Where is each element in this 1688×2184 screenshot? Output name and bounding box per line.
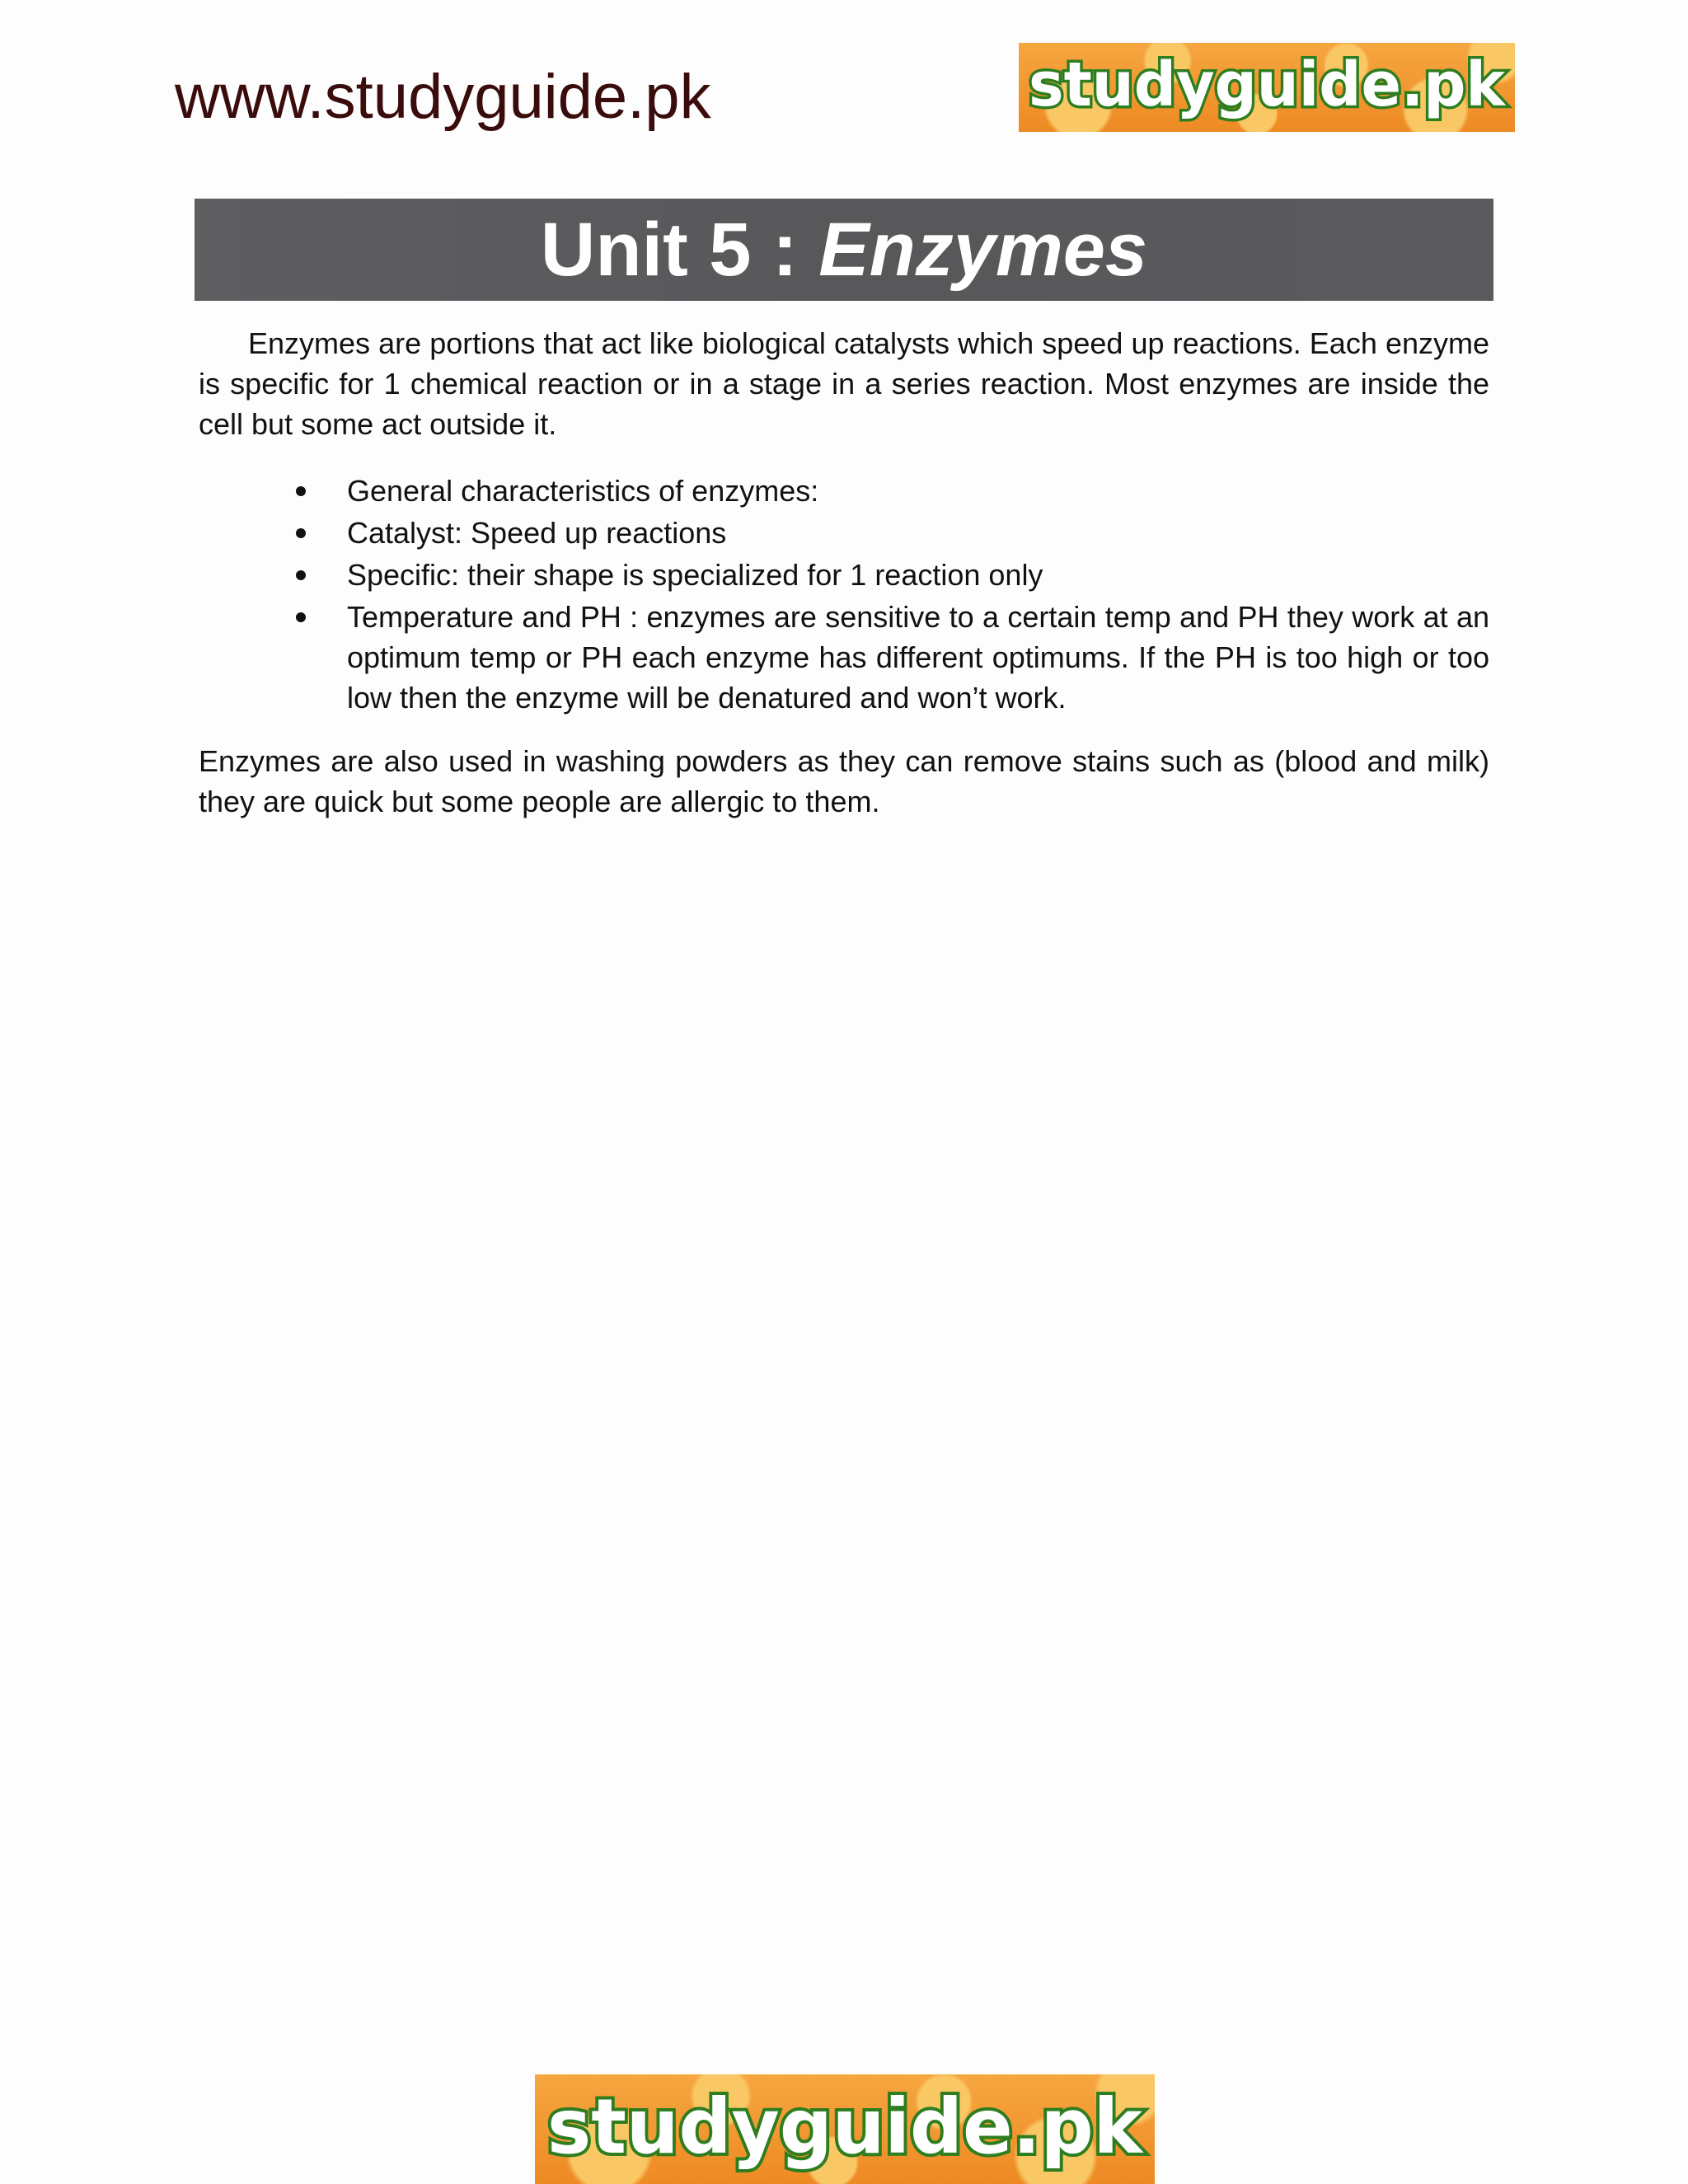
bullet-icon (296, 612, 306, 622)
list-item (347, 513, 1489, 553)
unit-title-prefix: Unit 5 : (540, 207, 819, 292)
unit-title-bar (195, 199, 1493, 301)
list-item-text: General characteristics of enzymes: (347, 474, 819, 508)
list-item (347, 597, 1489, 718)
studyguide-logo-top (1019, 43, 1515, 132)
characteristics-list (199, 471, 1489, 718)
intro-paragraph: Enzymes are portions that act like biological catalysts which speed up reactions. Each enzyme is specific for 1 chemical reaction or in a stage in a series reaction. Most enzymes are inside the cell but some act outside it. (199, 326, 1489, 441)
bullet-icon (296, 570, 306, 580)
unit-title-emphasis: Enzymes (818, 207, 1148, 292)
bullet-icon (296, 528, 306, 538)
list-item-text: Temperature and PH : enzymes are sensitive to a certain temp and PH they work at an optimum temp or PH each enzyme has different optimums. If the PH is too high or too low then the enzyme will be denatured and won’t work. (347, 600, 1489, 715)
logo-bottom-text: studyguide.pk (547, 2083, 1144, 2171)
document-body (199, 323, 1489, 822)
studyguide-logo-bottom (535, 2074, 1155, 2184)
list-item-text: Catalyst: Speed up reactions (347, 516, 727, 550)
closing-paragraph: Enzymes are also used in washing powders as they can remove stains such as (blood and milk) they are quick but some people are allergic to them. (199, 744, 1489, 818)
list-item (347, 555, 1489, 595)
list-item (347, 471, 1489, 511)
bullet-icon (296, 486, 306, 496)
logo-top-text: studyguide.pk (1029, 49, 1507, 120)
site-url: www.studyguide.pk (175, 62, 711, 132)
list-item-text: Specific: their shape is specialized for 1 reaction only (347, 558, 1043, 592)
